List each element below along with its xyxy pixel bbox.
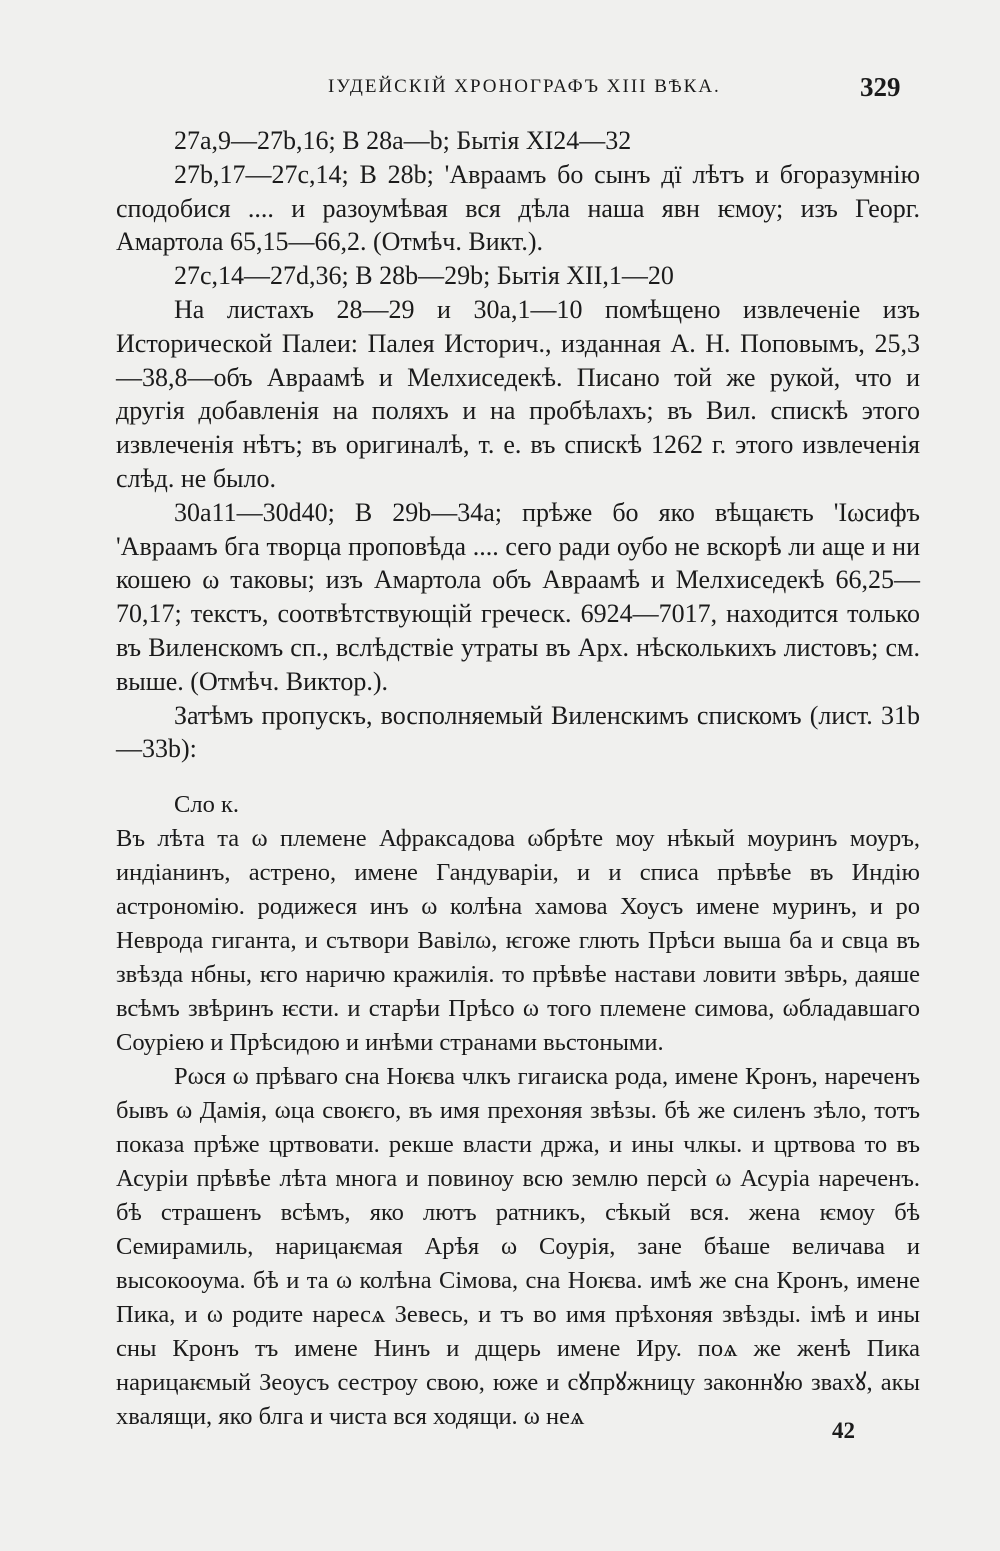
running-head-title: ІУДЕЙСКІЙ ХРОНОГРАФЪ XIII ВѢКА. (328, 76, 721, 97)
commentary-text (116, 124, 920, 766)
paragraph-6: Затѣмъ пропускъ, восполняемый Виленскимъ спискомъ (лист. 31b—33b): (116, 700, 920, 764)
paragraph-3: 27c,14—27d,36; В 28b—29b; Бытія XII,1—20 (174, 261, 674, 291)
paragraph-1: 27а,9—27b,16; В 28а—b; Бытія XI24—32 (174, 126, 632, 155)
paragraph-2: 27b,17—27c,14; В 28b; 'Авраамъ бо сынъ дї лѣтъ и бгоразумнію сподобися .... и разоумѣвая вся дѣла наша явн ѥмоу; изъ Георг. Амартола 65,15—66,2. (Отмѣч. Викт.). (116, 159, 920, 257)
page-number: 329 (860, 72, 901, 102)
church-slavonic-text (116, 788, 920, 1434)
signature-mark: 42 (832, 1418, 855, 1443)
slavonic-paragraph-2: Рωся ω прѣваго сна Ноѥва члкъ гигаиска рода, имене Кронъ, нареченъ бывъ ω Дамія, ωца своѥго, въ имя прехоняя звѣзы. бѣ же силенъ зѣло, тотъ показа прѣже цртвовати. рекше власти држа, и ины члкы. и цртвова то въ Асуріи прѣвѣе лѣта многа и повиноу всю землю персѝ ω Асуріа нареченъ. бѣ страшенъ всѣмъ, яко лютъ ратникъ, сѣкый вся. жена ѥмоу бѣ Семирамиль, нарицаѥмая Арѣя ω Соурія, зане бѣаше величава и высокооума. бѣ и та ω колѣна Сімова, сна Ноѥва. имѣ же сна Кронъ, имене Пика, и ω родите наресѧ Зевесь, и тъ во имя прѣхоняя звѣзды. імѣ и ины сны Кронъ тъ имене Нинъ и дщерь имене Иру. поѧ же женѣ Пика нарицаѥмый Зеоусъ сестроу свою, юже и сꙋпрꙋжницу законнꙋю звахꙋ, акы хвалящи, яко блга и чиста вся ходящи. ω неѧ (116, 1063, 920, 1430)
slavonic-paragraph-1: Въ лѣта та ω племене Афраксадова ωбрѣте моу нѣкый моуринъ моуръ, индіанинъ, астрено, имене Гандуваріи, и и списа прѣвѣе въ Индію астрономію. родижеся инъ ω колѣна хамова Хоусъ имене муринъ, и ро Неврода гиганта, и сътвори Вавілω, ѥгоже глють Прѣси выша ба и свца въ звѣзда нбны, ѥго наричю кражилія. то прѣвѣе настави ловити звѣрь, даяше всѣмъ звѣринъ ѥсти. и старѣи Прѣсо ω того племене симова, ωбладавшаго Соуріею и Прѣсидою и инѣми странами вьстоными. (116, 825, 920, 1056)
slavonic-heading: Сло к. (174, 791, 239, 818)
paragraph-5: 30а11—30d40; В 29b—34а; прѣже бо яко вѣщаѥть 'Іωсифъ 'Авраамъ бга творца проповѣда .... сего ради оубо не вскорѣ ли аще и ни кошею ω таковы; изъ Амартола объ Авраамѣ и Мелхиседекѣ 66,25—70,17; текстъ, соотвѣтствующій греческ. 6924—7017, находится только въ Виленскомъ сп., вслѣдствіе утраты въ Арх. нѣсколькихъ листовъ; см. выше. (Отмѣч. Виктор.). (116, 497, 920, 696)
paragraph-4: На листахъ 28—29 и 30а,1—10 помѣщено извлеченіе изъ Исторической Палеи: Палея Историч., изданная А. Н. Поповымъ, 25,3—38,8—объ Авраамѣ и Мелхиседекѣ. Писано той же рукой, что и другія добавленія на поляхъ и на пробѣлахъ; въ Вил. спискѣ этого извлеченія нѣтъ; въ оригиналѣ, т. е. въ спискѣ 1262 г. этого извлеченія слѣд. не было. (116, 294, 920, 493)
